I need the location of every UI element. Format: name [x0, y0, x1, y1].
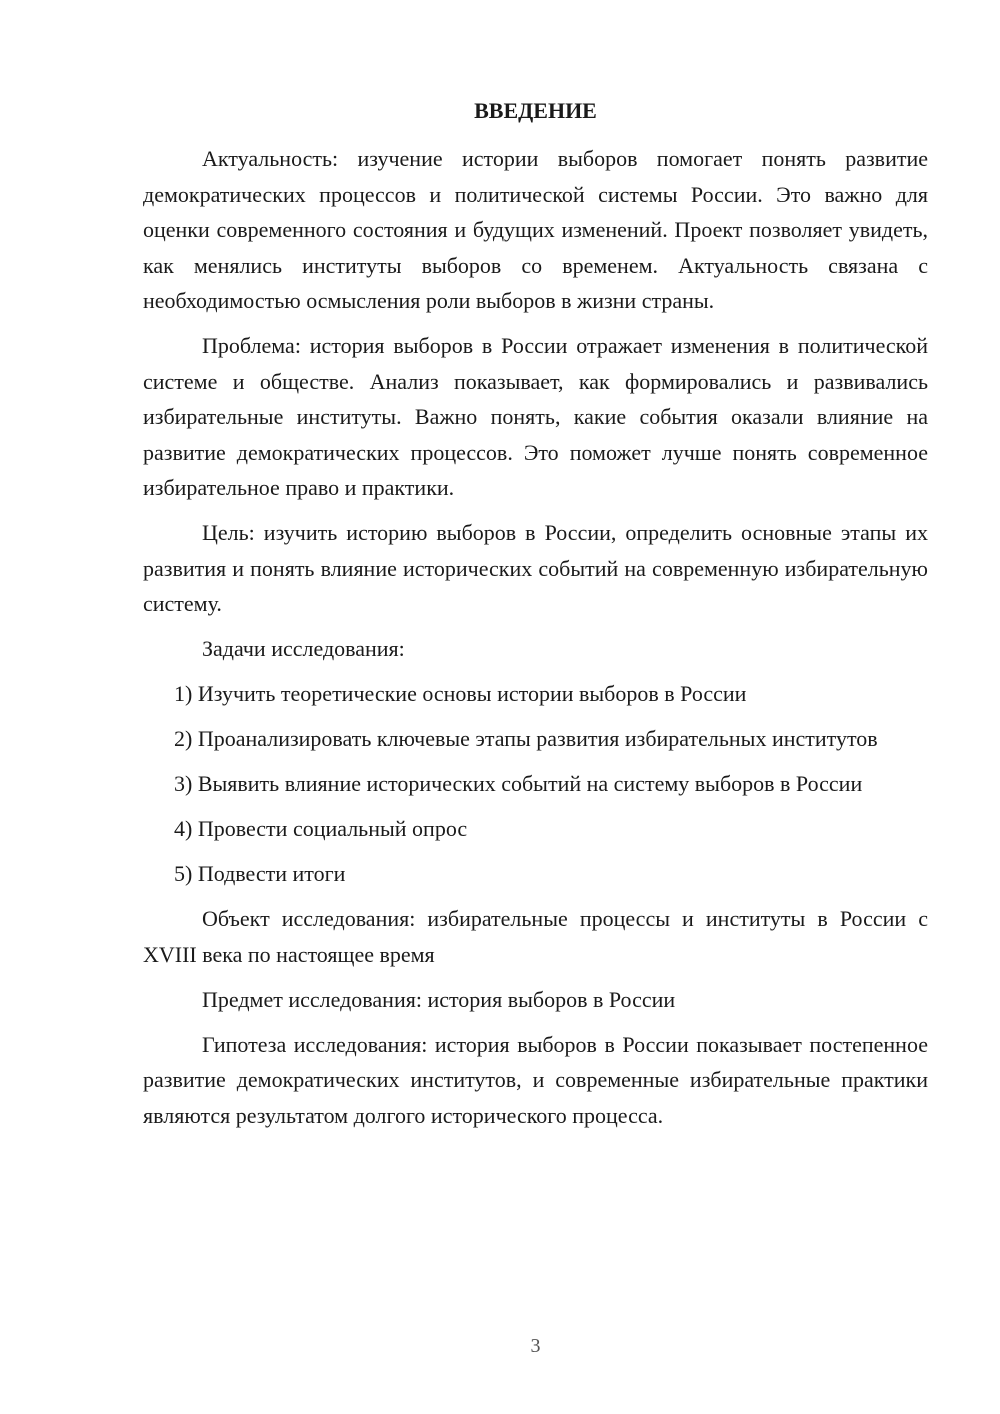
- relevance-paragraph: Актуальность: изучение истории выборов помогает понять развитие демократических процессов и политической системы России. Это важно для оценки современного состояния и будущих изменений. Проект позволяет увидеть, как менялись институты выборов со временем. Актуальность связана с необходимостью осмысления роли выборов в жизни страны.: [143, 146, 928, 313]
- document-page: [143, 0, 928, 1414]
- page-number: 3: [530, 1335, 541, 1357]
- problem-paragraph: Проблема: история выборов в России отражает изменения в политической системе и обществе. Анализ показывает, как формировались и развивались избирательные институты. Важно понять, какие события оказали влияние на развитие демократических процессов. Это поможет лучше понять современное избирательное право и практики.: [143, 333, 928, 500]
- document-body: [143, 141, 928, 1143]
- goal-paragraph: Цель: изучить историю выборов в России, определить основные этапы их развития и понять влияние исторических событий на современную избирательную систему.: [143, 520, 928, 616]
- subject-paragraph: Предмет исследования: история выборов в России: [202, 986, 676, 1012]
- hypothesis-paragraph: Гипотеза исследования: история выборов в России показывает постепенное развитие демократических институтов, и современные избирательные практики являются результатом долгого исторического процесса.: [143, 1031, 928, 1128]
- task-item: 3) Выявить влияние исторических событий на систему выборов в России: [174, 771, 863, 796]
- page-title: ВВЕДЕНИЕ: [474, 98, 597, 123]
- object-paragraph: Объект исследования: избирательные процессы и институты в России с XVIII века по настоящее время: [143, 906, 928, 967]
- task-item: 4) Провести социальный опрос: [174, 816, 468, 841]
- task-item: 5) Подвести итоги: [174, 861, 346, 886]
- task-item: 1) Изучить теоретические основы истории выборов в России: [174, 681, 747, 706]
- tasks-heading: Задачи исследования:: [202, 636, 405, 661]
- task-item: 2) Проанализировать ключевые этапы развития избирательных институтов: [174, 726, 878, 751]
